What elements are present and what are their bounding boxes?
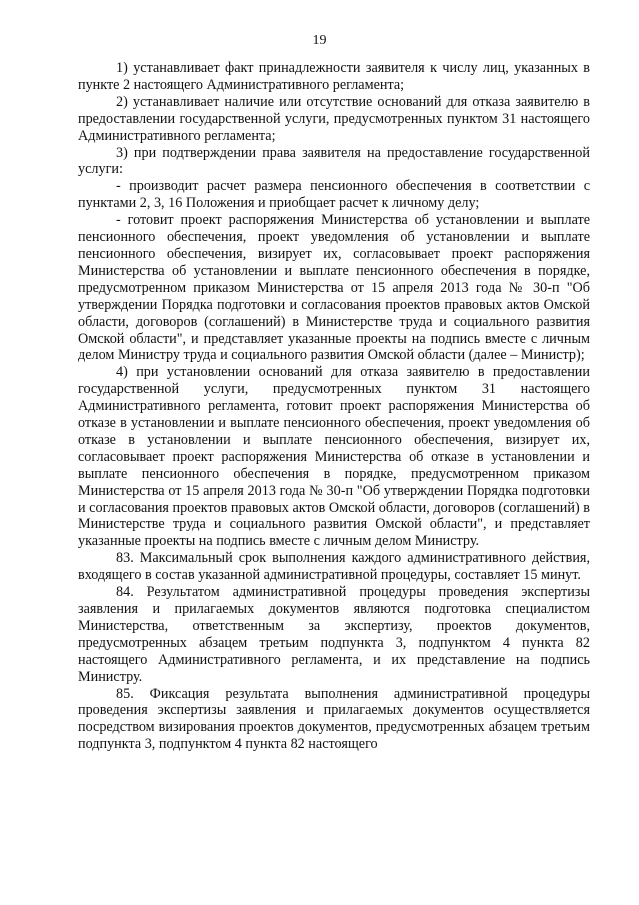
- document-body: [78, 60, 590, 753]
- paragraph-84: 84. Результатом административной процедуры проведения экспертизы заявления и прилагаемых документов являются подготовка специалистом Министерства, ответственным за экспертизу, проектов документов, предусмотренных абзацем третьим подпункта 3, подпунктом 4 пункта 82 настоящего Административного регламента, и их представление на подпись Министру.: [78, 584, 590, 685]
- paragraph-1-2: 2) устанавливает наличие или отсутствие оснований для отказа заявителю в предоставлении государственной услуги, предусмотренных пунктом 31 настоящего Административного регламента;: [78, 93, 590, 144]
- page-number: 19: [312, 33, 327, 48]
- paragraph-prepare-order: - готовит проект распоряжения Министерства об установлении и выплате пенсионного обеспечения, проект уведомления об установлении и выплате пенсионного обеспечения, визирует их, согласовывает проект распоряжения Министерства об установлении и выплате пенсионного обеспечения в порядке, предусмотренном приказом Министерства от 15 апреля 2013 года № 30-п "Об утверждении Порядка подготовки и согласования проектов правовых актов Омской области, договоров (соглашений) в Министерстве труда и социального развития Омской области", и представляет указанные проекты на подпись вместе с личным делом Министру труда и социального развития Омской области (далее – Министр);: [78, 212, 590, 364]
- paragraph-83: 83. Максимальный срок выполнения каждого административного действия, входящего в состав указанной административной процедуры, составляет 15 минут.: [78, 550, 590, 584]
- paragraph-1-4: 4) при установлении оснований для отказа заявителю в предоставлении государственной услуги, предусмотренных пунктом 31 настоящего Административного регламента, готовит проект распоряжения Министерства об отказе в установлении и выплате пенсионного обеспечения, проект уведомления об отказе в установлении и выплате пенсионного обеспечения, визирует их, согласовывает проект распоряжения Министерства об отказе в установлении и выплате пенсионного обеспечения в порядке, предусмотренном приказом Министерства от 15 апреля 2013 года № 30-п "Об утверждении Порядка подготовки и согласования проектов правовых актов Омской области, договоров (соглашений) в Министерстве труда и социального развития Омской области", и представляет указанные проекты на подпись вместе с личным делом Министру.: [78, 364, 590, 550]
- paragraph-1-3: 3) при подтверждении права заявителя на предоставление государственной услуги:: [78, 144, 590, 178]
- paragraph-calc: - производит расчет размера пенсионного обеспечения в соответствии с пунктами 2, 3, 16 Положения и приобщает расчет к личному делу;: [78, 178, 590, 212]
- paragraph-85: 85. Фиксация результата выполнения административной процедуры проведения экспертизы заявления и прилагаемых документов осуществляется посредством визирования проектов документов, предусмотренных абзацем третьим подпункта 3, подпунктом 4 пункта 82 настоящего: [78, 685, 590, 753]
- paragraph-1-1: 1) устанавливает факт принадлежности заявителя к числу лиц, указанных в пункте 2 настоящего Административного регламента;: [78, 60, 590, 93]
